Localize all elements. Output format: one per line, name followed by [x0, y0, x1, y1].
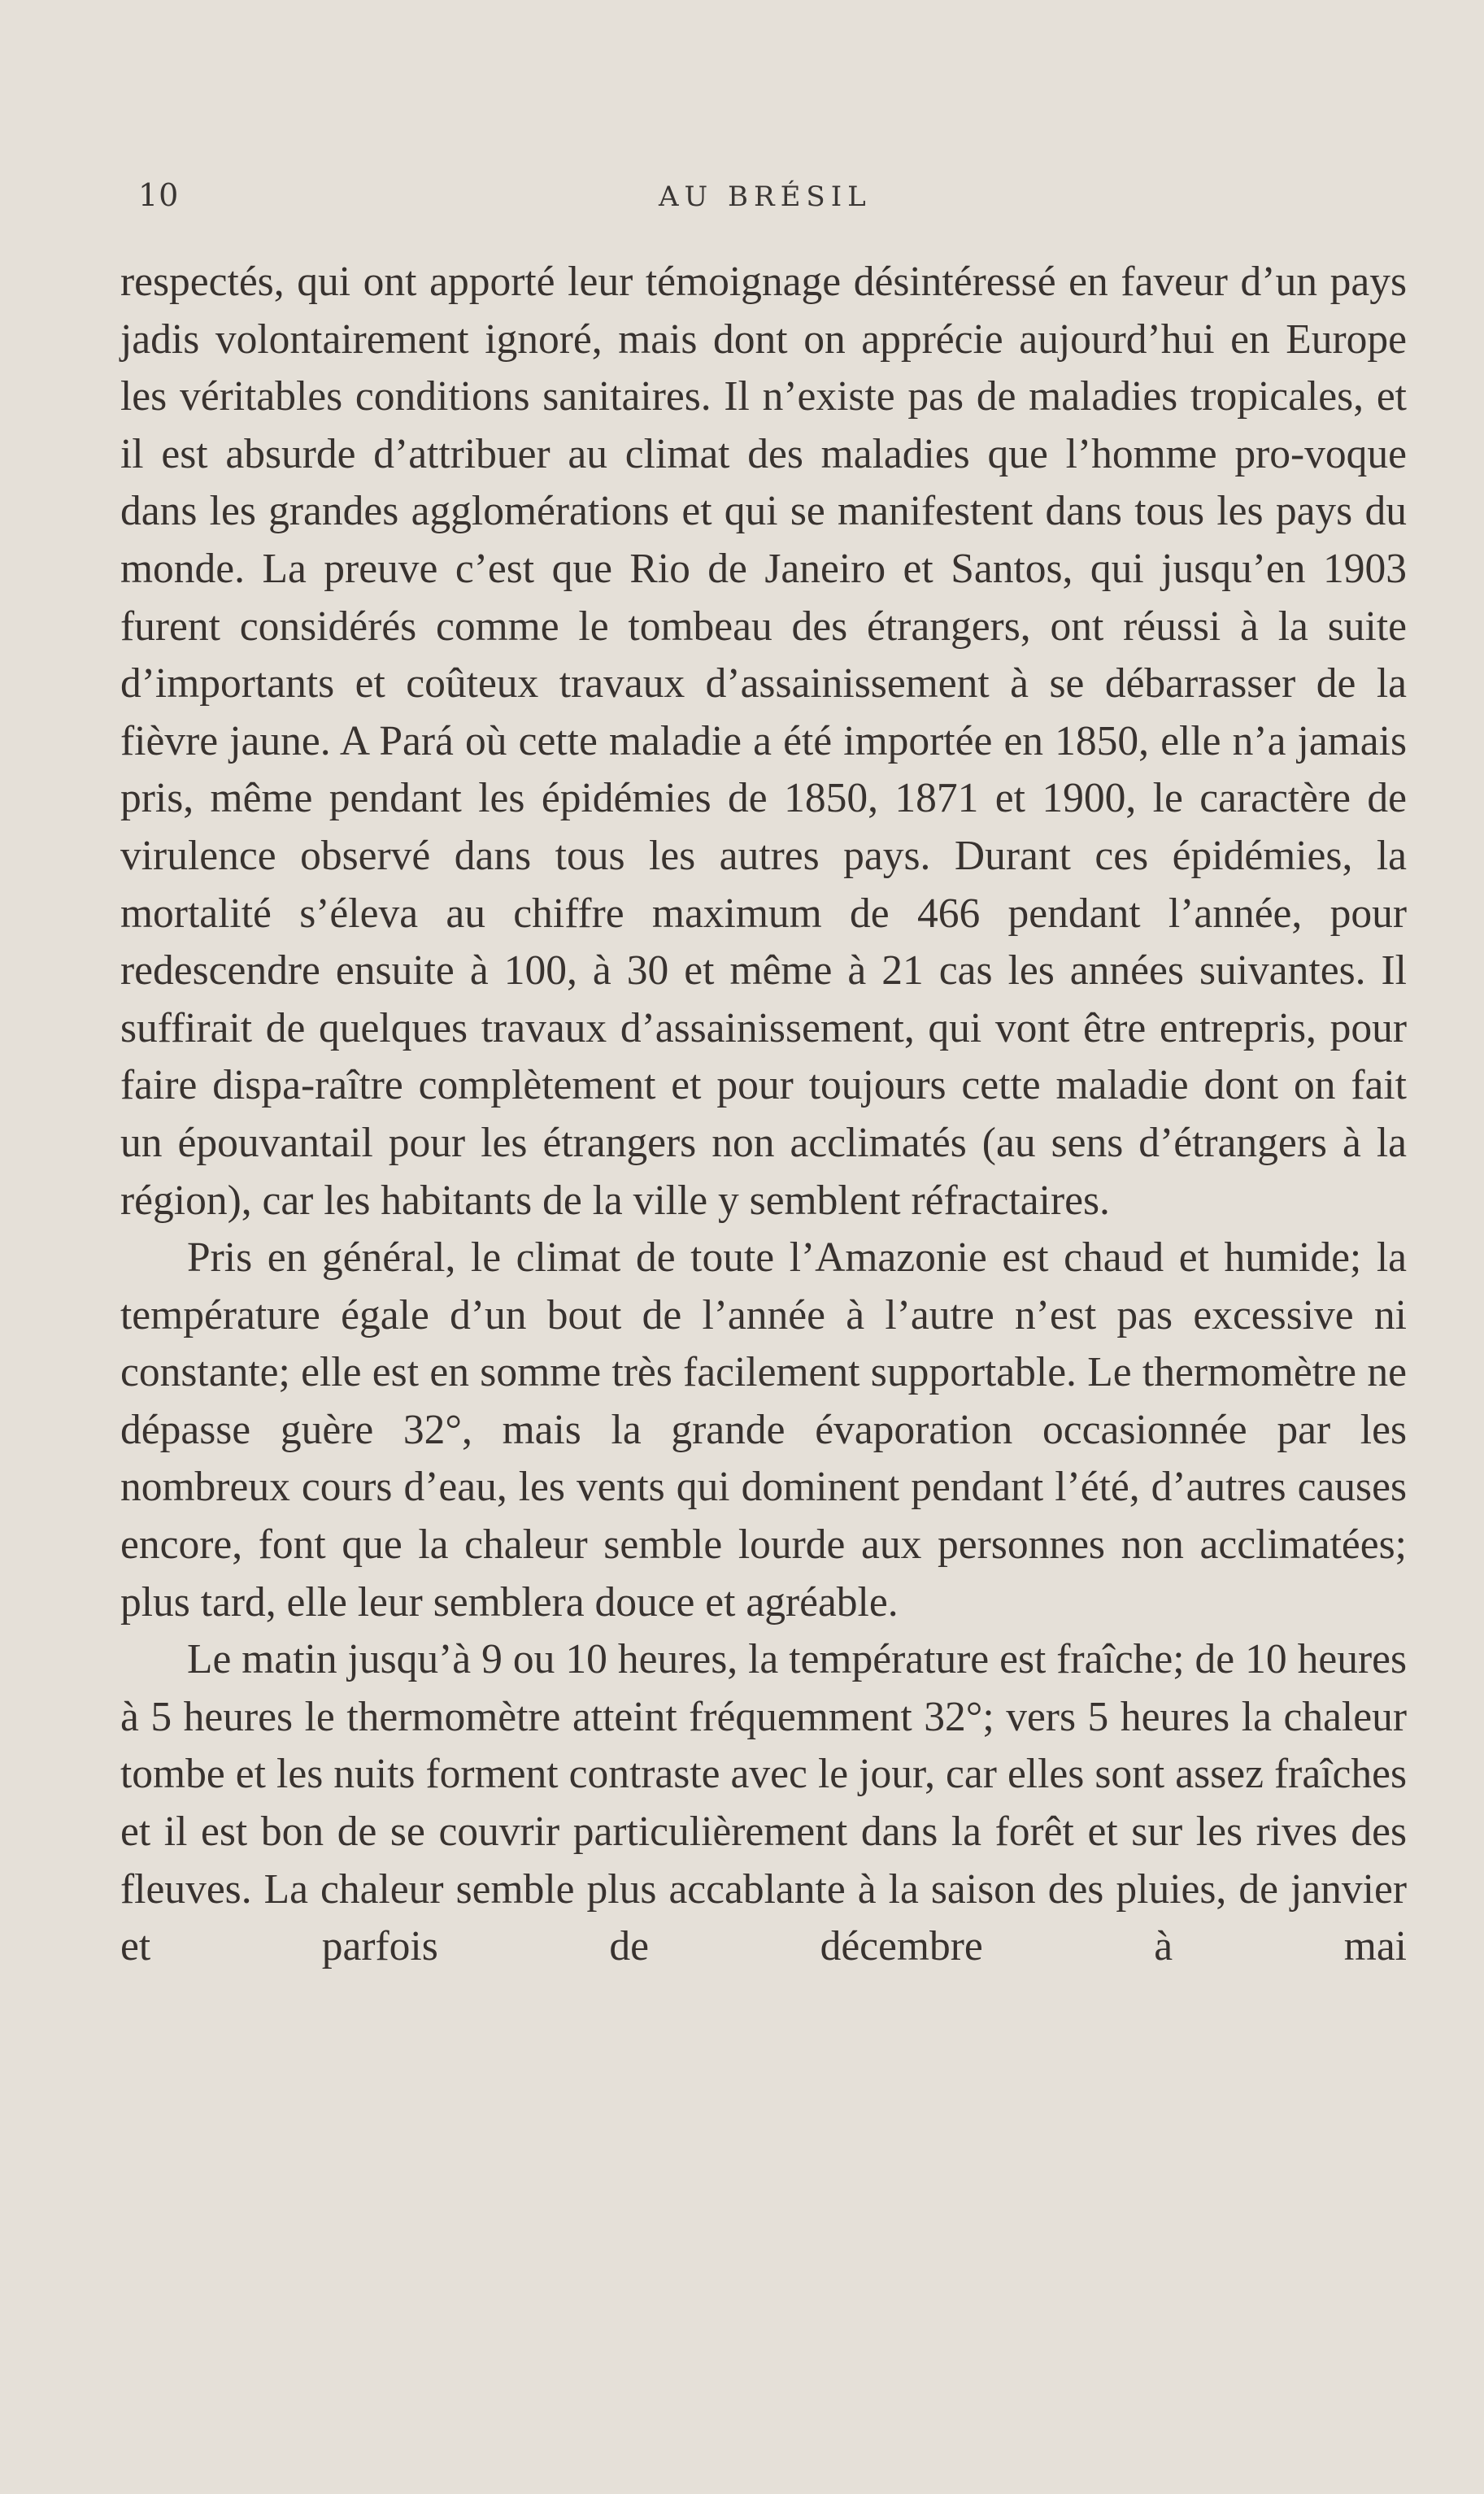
paragraph-2: Pris en général, le climat de toute l’Amazonie est chaud et humide; la température égale d’un bout de l’année à l’autre n’est pas excessive ni constante; elle est en somme très facilement supportable. Le thermomètre ne dépasse guère 32°, mais la grande évaporation occasionnée par les nombreux cours d’eau, les vents qui dominent pendant l’été, d’autres causes encore, font que la chaleur semble lourde aux personnes non acclimatées; plus tard, elle leur semblera douce et agréable.	[120, 1234, 1407, 1626]
page-number: 10	[138, 177, 180, 213]
body-text	[120, 254, 1407, 1976]
running-head	[138, 177, 1407, 226]
paragraph-3: Le matin jusqu’à 9 ou 10 heures, la température est fraîche; de 10 heures à 5 heures le thermomètre atteint fréquemment 32°; vers 5 heures la chaleur tombe et les nuits forment contraste avec le jour, car elles sont assez fraîches et il est bon de se couvrir particulièrement dans la forêt et sur les rives des fleuves. La chaleur semble plus accablante à la saison des pluies, de janvier et parfois de décembre à mai	[120, 1636, 1407, 1970]
running-title: AU BRÉSIL	[659, 181, 872, 213]
paragraph-1: respectés, qui ont apporté leur témoignage désintéressé en faveur d’un pays jadis volontairement ignoré, mais dont on apprécie aujourd’hui en Europe les véritables conditions sanitaires. Il n’existe pas de maladies tropicales, et il est absurde d’attribuer au climat des maladies que l’homme pro-voque dans les grandes agglomérations et qui se manifestent dans tous les pays du monde. La preuve c’est que Rio de Janeiro et Santos, qui jusqu’en 1903 furent considérés comme le tombeau des étrangers, ont réussi à la suite d’importants et coûteux travaux d’assainissement à se débarrasser de la fièvre jaune. A Pará où cette maladie a été importée en 1850, elle n’a jamais pris, même pendant les épidémies de 1850, 1871 et 1900, le caractère de virulence observé dans tous les autres pays. Durant ces épidémies, la mortalité s’éleva au chiffre maximum de 466 pendant l’année, pour redescendre ensuite à 100, à 30 et même à 21 cas les années suivantes. Il suffirait de quelques travaux d’assainissement, qui vont être entrepris, pour faire dispa-raître complètement et pour toujours cette maladie dont on fait un épouvantail pour les étrangers non acclimatés (au sens d’étrangers à la région), car les habitants de la ville y semblent réfractaires.	[120, 259, 1407, 1224]
